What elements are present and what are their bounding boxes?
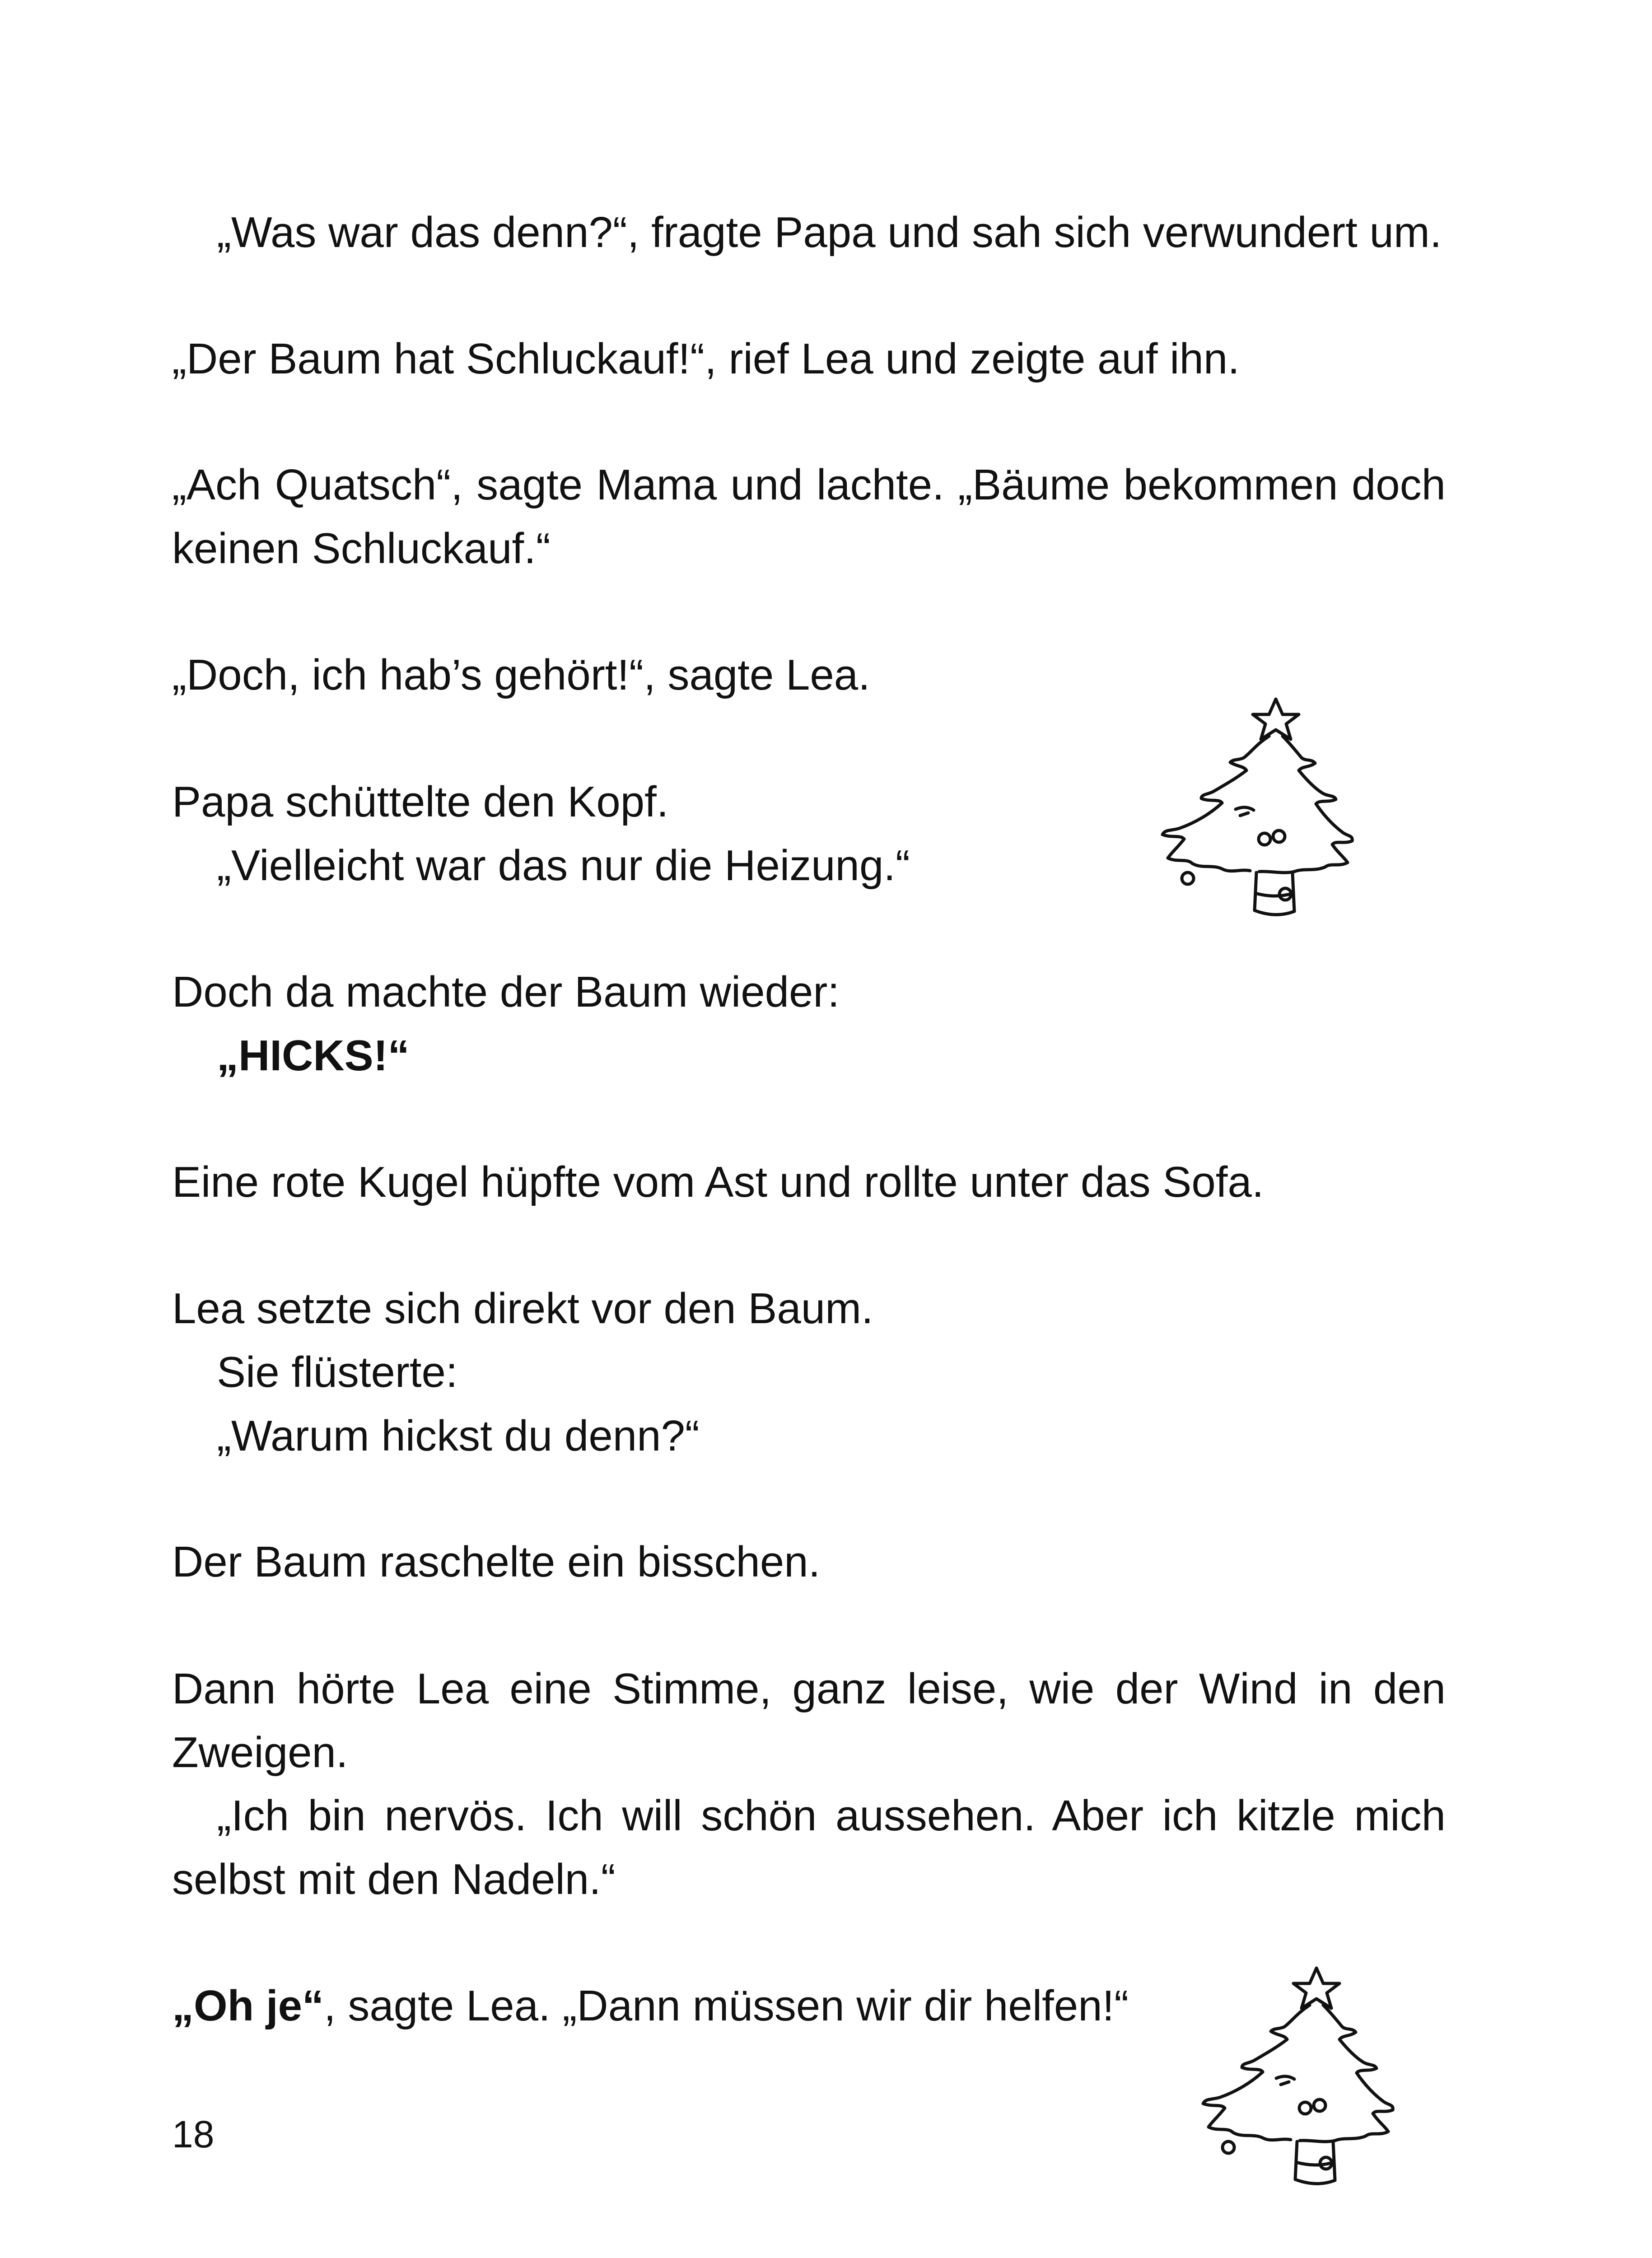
text-line: selbst mit den Nadeln.“: [172, 1855, 616, 1903]
text-line: „Der Baum hat Schluckauf!“, rief Lea und zeigte auf ihn.: [172, 335, 1240, 383]
text-run: , sagte Lea. „Dann müssen wir dir helfen!“: [324, 1982, 1129, 2030]
text-line: Zweigen.: [172, 1728, 348, 1777]
text-line: Eine rote Kugel hüpfte vom Ast und rollte unter das Sofa.: [172, 1158, 1264, 1206]
page-number: 18: [172, 2113, 215, 2155]
text-line: Doch da machte der Baum wieder:: [172, 968, 840, 1016]
bold-phrase: „Oh je“: [172, 1982, 324, 2030]
text-line: „Ach Quatsch“, sagte Mama und lachte. „Bäume bekommen doch: [172, 461, 1446, 509]
christmas-tree-icon: [1174, 1960, 1395, 2249]
text-line: Papa schüttelte den Kopf.: [172, 778, 669, 826]
text-line: „Ich bin nervös. Ich will schön aussehen. Aber ich kitzle mich: [217, 1791, 1446, 1840]
text-line: Der Baum raschelte ein bisschen.: [172, 1538, 821, 1586]
text-line: Lea setzte sich direkt vor den Baum.: [172, 1284, 873, 1333]
text-line: Dann hörte Lea eine Stimme, ganz leise, wie der Wind in den: [172, 1665, 1446, 1713]
text-line: „Vielleicht war das nur die Heizung.“: [217, 841, 910, 890]
text-line: „Was war das denn?“, fragte Papa und sah sich verwundert um.: [217, 208, 1442, 257]
text-line: „Warum hickst du denn?“: [217, 1412, 700, 1460]
text-line: keinen Schluckauf.“: [172, 524, 551, 573]
text-line: „HICKS!“: [217, 1031, 410, 1080]
text-line: „Doch, ich hab’s gehört!“, sagte Lea.: [172, 651, 870, 699]
text-line: Sie flüsterte:: [217, 1348, 458, 1396]
christmas-tree-icon: [1134, 691, 1355, 980]
